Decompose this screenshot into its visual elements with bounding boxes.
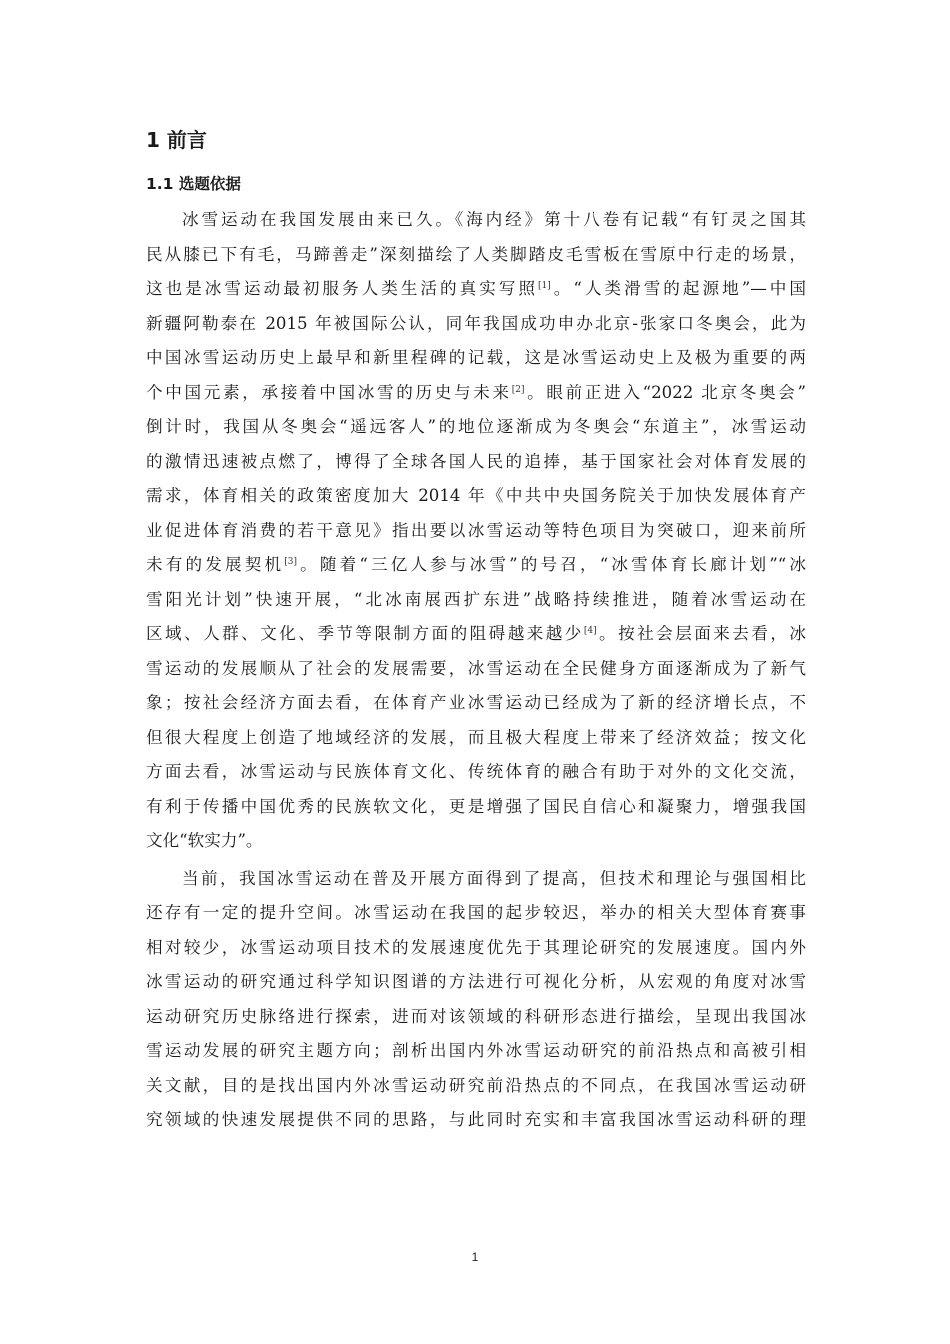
line-text: 。按社会层面来去看，冰 xyxy=(596,624,806,643)
line-text: 个中国元素，承接着中国冰雪的历史与未来 xyxy=(146,382,512,402)
text-line xyxy=(146,238,806,272)
line-text: 新疆阿勒泰在 2015 年被国际公认，同年我国成功申办北京-张家口冬奥会，此为 xyxy=(146,313,806,333)
text-line xyxy=(146,1034,806,1068)
text-line xyxy=(146,686,806,720)
line-text: 冰雪运动的研究通过科学知识图谱的方法进行可视化分析，从宏观的角度对冰雪 xyxy=(146,972,806,991)
citation-marker: [2] xyxy=(511,384,525,395)
line-text: 。眼前正进入“2022 北京冬奥会” xyxy=(524,382,806,402)
line-text: 还存有一定的提升空间。冰雪运动在我国的起步较迟，举办的相关大型体育赛事 xyxy=(146,903,806,922)
citation-marker: [1] xyxy=(538,281,551,291)
text-line xyxy=(182,203,806,237)
line-text: 但很大程度上创造了地域经济的发展，而且极大程度上带来了经济效益；按文化 xyxy=(146,727,806,747)
line-text: 。随着“三亿人参与冰雪”的号召，“冰雪体育长廊计划”“冰 xyxy=(296,555,806,574)
line-text: 业促进体育消费的若干意见》指出要以冰雪运动等特色项目为突破口，迎来前所 xyxy=(146,520,806,540)
text-line xyxy=(146,1000,806,1034)
line-text: 需求，体育相关的政策密度加大 2014 年《中共中央国务院关于加快发展体育产 xyxy=(146,486,806,505)
line-text: 方面去看，冰雪运动与民族体育文化、传统体育的融合有助于对外的文化交流， xyxy=(146,762,806,781)
text-line xyxy=(146,617,806,651)
line-text: 运动研究历史脉络进行探索，进而对该领域的科研形态进行描绘，呈现出我国冰 xyxy=(146,1006,806,1026)
text-line xyxy=(146,652,806,686)
line-text: 中国冰雪运动历史上最早和新里程碑的记载，这是冰雪运动史上及极为重要的两 xyxy=(146,348,806,367)
line-text: 未有的发展契机 xyxy=(146,555,285,574)
text-line xyxy=(146,514,806,548)
text-line xyxy=(146,965,806,999)
text-line xyxy=(146,896,806,930)
line-text: 关文献，目的是找出国内外冰雪运动研究前沿热点的不同点，在我国冰雪运动研 xyxy=(146,1075,806,1095)
text-line xyxy=(146,376,806,410)
text-line xyxy=(146,445,806,479)
line-text: 雪运动发展的研究主题方向；剖析出国内外冰雪运动研究的前沿热点和高被引相 xyxy=(146,1041,806,1060)
line-text: 的激情迅速被点燃了，博得了全球各国人民的追捧，基于国家社会对体育发展的 xyxy=(146,451,806,471)
text-line xyxy=(146,790,806,824)
line-text: 。“人类滑雪的起源地”—中国 xyxy=(550,279,806,298)
line-text: 区域、人群、文化、季节等限制方面的阻碍越来越少 xyxy=(146,624,584,643)
line-text: 雪阳光计划”快速开展，“北冰南展西扩东进”战略持续推进，随着冰雪运动在 xyxy=(146,589,806,609)
text-line xyxy=(146,931,806,965)
text-line xyxy=(182,862,806,896)
line-text: 有利于传播中国优秀的民族软文化，更是增强了国民自信心和凝聚力，增强我国 xyxy=(146,796,806,816)
line-text: 文化“软实力”。 xyxy=(146,831,263,850)
line-text: 究领域的快速发展提供不同的思路，与此同时充实和丰富我国冰雪运动科研的理 xyxy=(146,1110,806,1129)
line-text: 当前，我国冰雪运动在普及开展方面得到了提高，但技术和理论与强国相比 xyxy=(182,868,806,888)
text-line xyxy=(146,721,806,755)
line-text: 倒计时，我国从冬奥会“遥远客人”的地位逐渐成为冬奥会“东道主”，冰雪运动 xyxy=(146,417,806,436)
subsection-heading: 1.1 选题依据 xyxy=(146,175,241,193)
text-line xyxy=(146,479,806,513)
text-line xyxy=(146,410,806,444)
page-number: 1 xyxy=(471,1250,479,1264)
text-line xyxy=(146,548,806,582)
line-text: 雪运动的发展顺从了社会的发展需要，冰雪运动在全民健身方面逐渐成为了新气 xyxy=(146,658,806,678)
line-text: 冰雪运动在我国发展由来已久。《海内经》第十八卷有记载“有钉灵之国其 xyxy=(182,210,806,229)
text-line xyxy=(146,272,806,306)
line-text: 这也是冰雪运动最初服务人类生活的真实写照 xyxy=(146,279,539,298)
text-line xyxy=(146,341,806,375)
text-line xyxy=(146,1103,806,1137)
text-line xyxy=(146,824,806,858)
line-text: 相对较少，冰雪运动项目技术的发展速度优先于其理论研究的发展速度。国内外 xyxy=(146,937,806,957)
citation-marker: [4] xyxy=(583,626,597,636)
citation-marker: [3] xyxy=(284,557,297,567)
section-heading: 1 前言 xyxy=(146,128,207,152)
text-line xyxy=(146,755,806,789)
text-line xyxy=(146,307,806,341)
text-line xyxy=(146,583,806,617)
line-text: 民从膝已下有毛，马蹄善走”深刻描绘了人类脚踏皮毛雪板在雪原中行走的场景， xyxy=(146,244,806,264)
text-line xyxy=(146,1069,806,1103)
line-text: 象；按社会经济方面去看，在体育产业冰雪运动已经成为了新的经济增长点，不 xyxy=(146,693,806,712)
